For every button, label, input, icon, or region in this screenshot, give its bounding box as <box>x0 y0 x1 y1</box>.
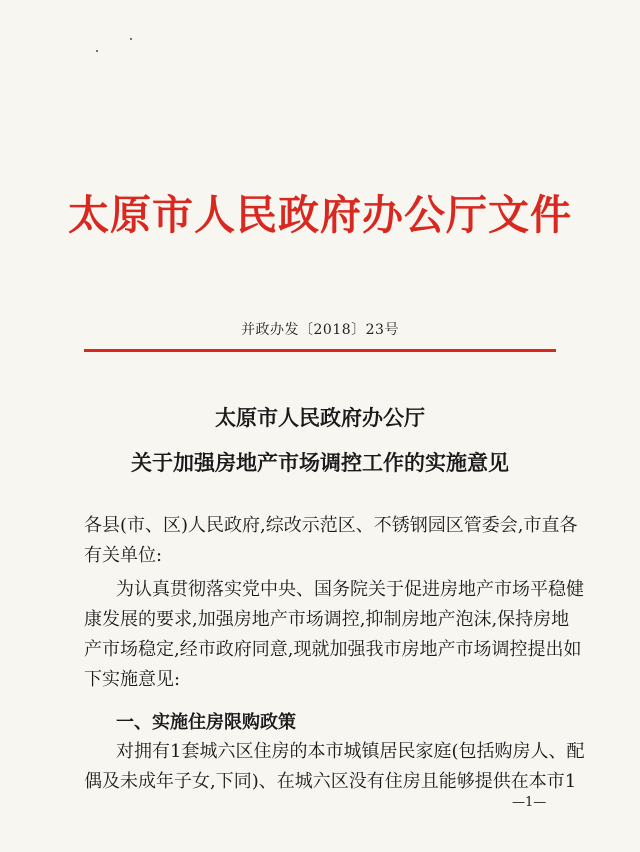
section-1-heading: 一、实施住房限购政策 <box>116 712 296 733</box>
addressee-line-2: 有关单位: <box>84 545 163 566</box>
red-header-title: 太原市人民政府办公厅文件 <box>68 191 572 239</box>
document-number: 并政办发〔2018〕23号 <box>241 322 399 338</box>
paragraph-2-line-1: 对拥有1套城六区住房的本市城镇居民家庭(包括购房人、配 <box>116 741 585 762</box>
scan-speck <box>96 50 98 52</box>
addressee-line-1: 各县(市、区)人民政府,综改示范区、不锈钢园区管委会,市直各 <box>84 515 578 536</box>
paragraph-1-line-2: 康发展的要求,加强房地产市场调控,抑制房地产泡沫,保持房地 <box>84 609 570 630</box>
paragraph-1-line-1: 为认真贯彻落实党中央、国务院关于促进房地产市场平稳健 <box>116 579 584 600</box>
paragraph-2-line-2: 偶及未成年子女,下同)、在城六区没有住房且能够提供在本市1 <box>84 771 577 792</box>
scan-speck <box>130 38 132 40</box>
paragraph-1-line-4: 下实施意见: <box>84 669 181 690</box>
subject-title-line-1: 太原市人民政府办公厅 <box>215 405 425 430</box>
paragraph-1-line-3: 产市场稳定,经市政府同意,现就加强我市房地产市场调控提出如 <box>84 639 582 660</box>
subject-title-line-2: 关于加强房地产市场调控工作的实施意见 <box>131 450 509 475</box>
red-divider-line <box>84 349 556 352</box>
page-number: —1— <box>512 795 547 810</box>
